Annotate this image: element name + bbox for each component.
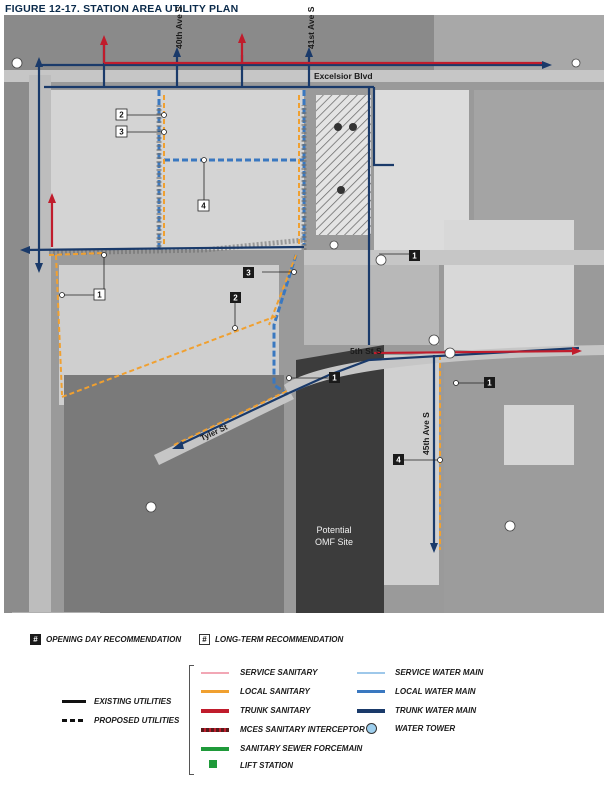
tyler-label: Tyler St [199,422,229,443]
proposed-label: PROPOSED UTILITIES [94,716,180,725]
trunk-water-label: TRUNK WATER MAIN [395,706,477,715]
marker-od-2b: 2 [233,293,238,303]
marker-long-3a: 3 [119,127,124,137]
lift-station-label: LIFT STATION [240,761,294,770]
excelsior-label: Excelsior Blvd [314,71,373,81]
local-water-sample [357,690,385,693]
st-5th-label: 5th St S [350,346,382,356]
marker-long-1a: 1 [97,290,102,300]
proposed-line-sample [62,719,86,722]
trunk-sanitary-sample [201,709,229,713]
trunk-sanitary-label: TRUNK SANITARY [240,706,311,715]
marker-od-1b: 1 [332,373,337,383]
marker-od-3b: 3 [246,268,251,278]
mces-sample [201,728,229,732]
trunk-water-sample [357,709,385,713]
legend [0,613,608,801]
local-water-label: LOCAL WATER MAIN [395,687,476,696]
marker-long-2a: 2 [119,110,124,120]
marker-od-1c: 1 [412,251,417,261]
service-water-label: SERVICE WATER MAIN [395,668,484,677]
service-sanitary-label: SERVICE SANITARY [240,668,318,677]
forcemain-sample [201,747,229,751]
local-sanitary-label: LOCAL SANITARY [240,687,310,696]
ave-40th-label: 40th Ave S [174,6,184,49]
existing-line-sample [62,700,86,703]
service-sanitary-sample [201,672,229,674]
opening-day-badge: # [30,634,41,645]
legend-bracket [189,665,194,775]
forcemain-label: SANITARY SEWER FORCEMAIN [240,744,363,753]
ave-45th-label: 45th Ave S [421,412,431,455]
marker-long-4a: 4 [201,201,206,211]
lift-station-icon [209,760,217,768]
existing-label: EXISTING UTILITIES [94,697,172,706]
opening-day-label: OPENING DAY RECOMMENDATION [46,635,182,644]
local-sanitary-sample [201,690,229,693]
water-tower-label: WATER TOWER [395,724,456,733]
omf-label-1: Potential [316,525,352,535]
marker-od-4b: 4 [396,455,401,465]
water-tower-icon [366,723,377,734]
long-term-badge: # [199,634,210,645]
marker-od-1d: 1 [487,378,492,388]
omf-label-2: OMF Site [314,537,354,547]
service-water-sample [357,672,385,674]
figure-title: FIGURE 12-17. STATION AREA UTILITY PLAN [5,3,239,15]
ave-41st-label: 41st Ave S [306,6,316,49]
long-term-label: LONG-TERM RECOMMENDATION [215,635,344,644]
mces-label: MCES SANITARY INTERCEPTOR [240,725,365,734]
